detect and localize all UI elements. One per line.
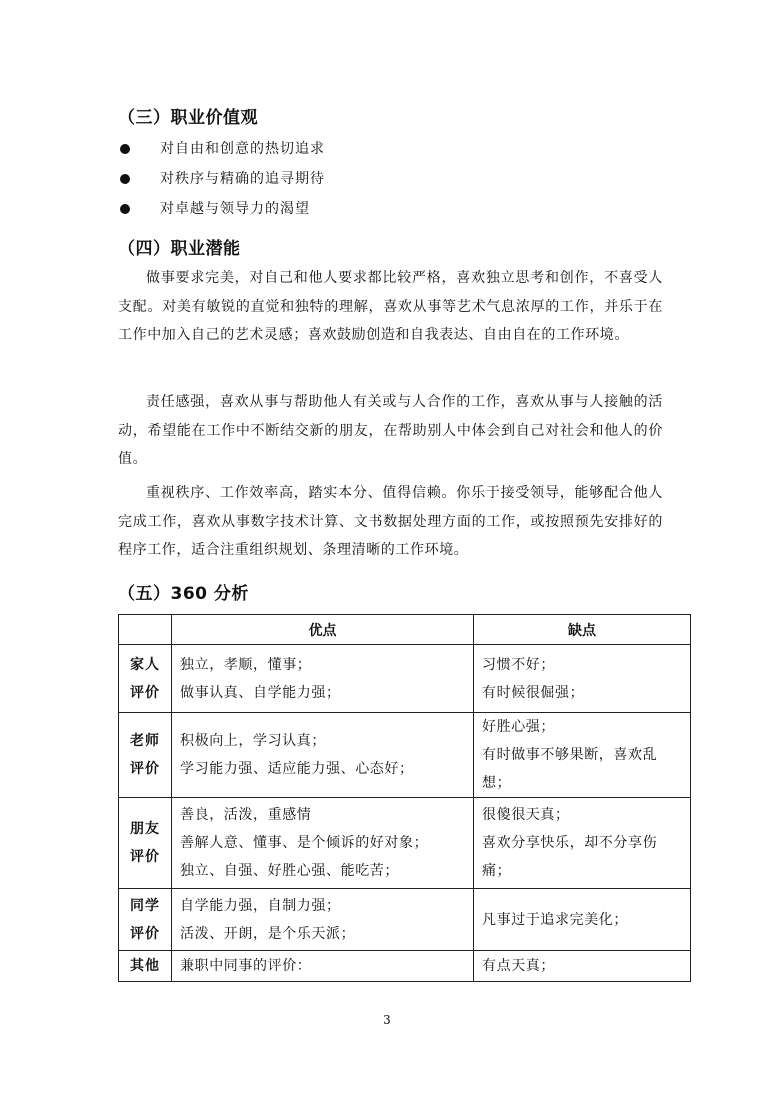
pros-cell: 自学能力强，自制力强； 活泼、开朗，是个乐天派； <box>172 889 474 951</box>
values-bullet-list <box>118 138 325 228</box>
bullet-dot-icon <box>120 144 130 154</box>
table-row <box>119 951 691 982</box>
cons-cell: 好胜心强； 有时做事不够果断，喜欢乱想； <box>474 713 691 798</box>
cons-cell: 习惯不好； 有时候很倔强； <box>474 645 691 713</box>
pros-cell: 独立，孝顺，懂事； 做事认真、自学能力强； <box>172 645 474 713</box>
section-heading-potential: （四）职业潜能 <box>118 239 241 259</box>
row-label-teacher: 老师 评价 <box>119 713 172 798</box>
section-heading-values: （三）职业价值观 <box>118 108 258 128</box>
bullet-dot-icon <box>120 174 130 184</box>
cons-cell: 凡事过于追求完美化； <box>474 889 691 951</box>
potential-paragraph-3: 重视秩序、工作效率高，踏实本分、值得信赖。你乐于接受领导，能够配合他人完成工作，喜欢从事数字技术计算、文书数据处理方面的工作，或按照预先安排好的程序工作，适合注重组织规划、条理清晰的工作环境。 <box>118 485 663 558</box>
cons-cell: 很傻很天真； 喜欢分享快乐，却不分享伤痛； <box>474 798 691 889</box>
table-header-cons: 缺点 <box>474 615 691 645</box>
row-label-family: 家人 评价 <box>119 645 172 713</box>
table-header-blank <box>119 615 172 645</box>
potential-paragraph-2: 责任感强，喜欢从事与帮助他人有关或与人合作的工作，喜欢从事与人接触的活动，希望能在工作中不断结交新的朋友，在帮助别人中体会到自己对社会和他人的价值。 <box>118 394 663 467</box>
pros-cell: 积极向上，学习认真； 学习能力强、适应能力强、心态好； <box>172 713 474 798</box>
pros-cell: 善良，活泼，重感情 善解人意、懂事、是个倾诉的好对象； 独立、自强、好胜心强、能吃苦； <box>172 798 474 889</box>
list-item: 对秩序与精确的追寻期待 <box>118 168 325 198</box>
row-label-friend: 朋友 评价 <box>119 798 172 889</box>
pros-cell: 兼职中同事的评价： <box>172 951 474 982</box>
page-number: 3 <box>383 1013 391 1027</box>
table-row <box>119 798 691 889</box>
row-label-classmate: 同学 评价 <box>119 889 172 951</box>
bullet-dot-icon <box>120 204 130 214</box>
table-row <box>119 645 691 713</box>
table-header-pros: 优点 <box>172 615 474 645</box>
list-item: 对卓越与领导力的渴望 <box>118 198 325 228</box>
section-heading-360: （五）360 分析 <box>118 584 249 604</box>
table-row <box>119 889 691 951</box>
list-item: 对自由和创意的热切追求 <box>118 138 325 168</box>
row-label-other: 其他 <box>119 951 172 982</box>
evaluation-table <box>118 614 691 982</box>
cons-cell: 有点天真； <box>474 951 691 982</box>
table-row <box>119 713 691 798</box>
table-header-row <box>119 615 691 645</box>
potential-paragraph-1: 做事要求完美，对自己和他人要求都比较严格，喜欢独立思考和创作，不喜受人支配。对美有敏锐的直觉和独特的理解，喜欢从事等艺术气息浓厚的工作，并乐于在工作中加入自己的艺术灵感；喜欢鼓励创造和自我表达、自由自在的工作环境。 <box>118 270 663 343</box>
